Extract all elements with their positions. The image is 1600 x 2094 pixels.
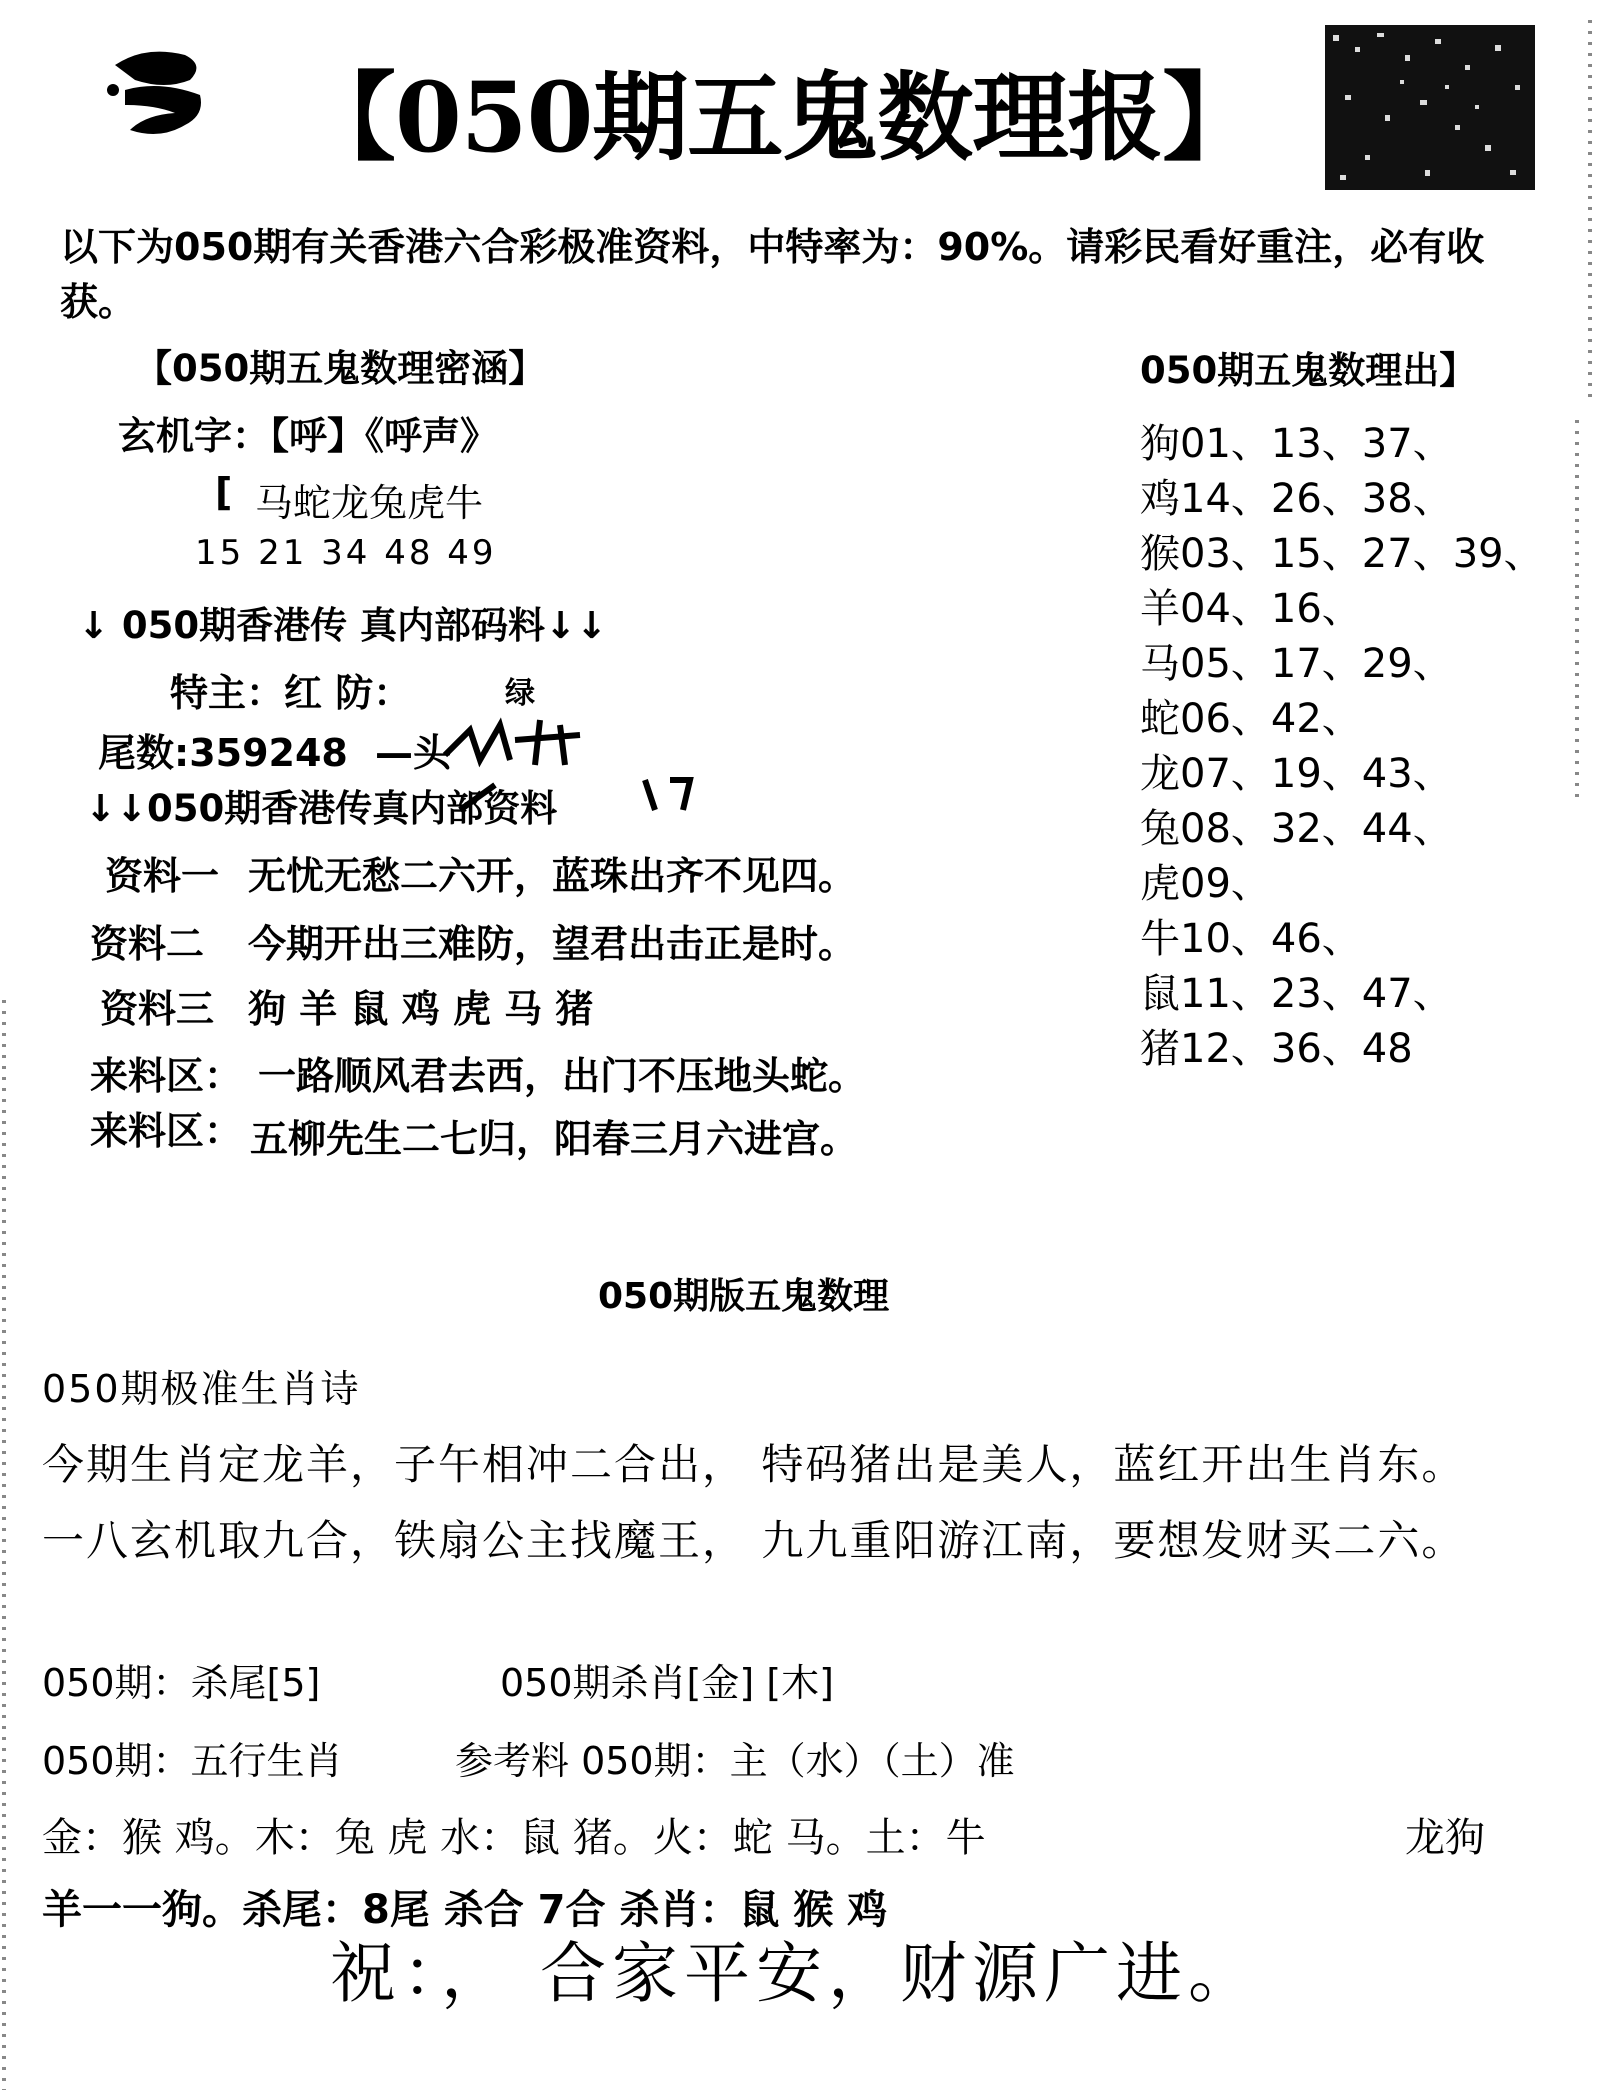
edge-noise <box>1588 20 1592 400</box>
edge-noise <box>1575 420 1579 800</box>
elements-tail: 龙狗 <box>1405 1815 1485 1861</box>
right-heading: 050期五鬼数理出】 <box>1140 349 1477 392</box>
poem-line-1: 今期生肖定龙羊，子午相冲二合出， 特码猪出是美人，蓝红开出生肖东。 <box>42 1440 1466 1489</box>
kill-zodiac: 050期杀肖[金] [木] <box>500 1661 834 1705</box>
ghost-logo-icon <box>105 45 210 145</box>
list-item: 虎09、 <box>1140 861 1271 907</box>
mystery-word: 玄机字：【呼】《呼声》 <box>118 414 499 458</box>
elements-line: 金：猴 鸡。木：兔 虎 水：鼠 猪。火：蛇 马。土：牛 <box>42 1815 986 1861</box>
insider-heading: ↓ 050期香港传 真内部码料↓↓ <box>78 604 608 647</box>
tail-extra: —头 <box>375 731 452 775</box>
scribble-mark <box>440 715 585 770</box>
scribble-mark <box>455 765 705 825</box>
kill-summary: 羊一一狗。杀尾：8尾 杀合 7合 杀肖：鼠 猴 鸡 <box>42 1887 888 1933</box>
special-line: 特主：红 防： <box>170 671 412 715</box>
list-item: 龙07、19、43、 <box>1140 751 1453 797</box>
list-item: 兔08、32、44、 <box>1140 806 1453 852</box>
list-item: 牛10、46、 <box>1140 916 1362 962</box>
zodiac-line: 马蛇龙兔虎牛 <box>255 481 484 525</box>
data1-text: 无忧无愁二六开，蓝珠出齐不见四。 <box>248 854 857 898</box>
list-item: 猴03、15、27、39、 <box>1140 531 1544 577</box>
list-item: 狗01、13、37、 <box>1140 421 1453 467</box>
page-title: 【050期五鬼数理报】 <box>300 61 1258 174</box>
poem-line-2: 一八玄机取九合，铁扇公主找魔王， 九九重阳游江南，要想发财买二六。 <box>42 1516 1466 1565</box>
special-scribble: 绿 <box>505 676 535 711</box>
data3-text: 狗 羊 鼠 鸡 虎 马 猪 <box>248 987 594 1031</box>
area2-label: 来料区： <box>90 1109 243 1153</box>
list-item: 马05、17、29、 <box>1140 641 1453 687</box>
list-item: 猪12、36、48 <box>1140 1026 1413 1072</box>
list-item: 羊04、16、 <box>1140 586 1362 632</box>
data3-label: 资料三 <box>100 987 215 1031</box>
section-title: 050期版五鬼数理 <box>598 1276 890 1317</box>
blessing: 祝：， 合家平安，财源广进。 <box>330 1935 1260 2012</box>
tail-line: 尾数:359248 <box>98 731 348 775</box>
insider2-heading: ↓↓050期香港传真内部资料 <box>85 787 558 830</box>
area1-label: 来料区： <box>90 1054 243 1098</box>
data2-label: 资料二 <box>90 922 205 966</box>
list-item: 鸡14、26、38、 <box>1140 476 1453 522</box>
list-item: 鼠11、23、47、 <box>1140 971 1453 1017</box>
zodiac-bracket: [ <box>215 470 233 514</box>
intro-text: 以下为050期有关香港六合彩极准资料，中特率为：90%。请彩民看好重注，必有收获。 <box>60 225 1485 324</box>
data1-label: 资料一 <box>105 854 220 898</box>
poem-heading: 050期极准生肖诗 <box>42 1367 361 1411</box>
list-item: 蛇06、42、 <box>1140 696 1362 742</box>
reference-line: 参考料 050期：主（水）（土）准 <box>455 1739 1015 1783</box>
area2-text: 五柳先生二七归，阳春三月六进宫。 <box>250 1117 859 1161</box>
area1-text: 一路顺风君去西，出门不压地头蛇。 <box>258 1054 867 1098</box>
edge-noise <box>2 1000 6 2090</box>
five-elements-label: 050期：五行生肖 <box>42 1739 343 1783</box>
secret-heading: 【050期五鬼数理密涵】 <box>135 347 546 390</box>
numbers-line: 15 21 34 48 49 <box>195 533 497 573</box>
data2-text: 今期开出三难防，望君出击正是时。 <box>248 922 857 966</box>
qr-code-icon <box>1325 25 1535 190</box>
kill-tail: 050期：杀尾[5] <box>42 1661 321 1705</box>
